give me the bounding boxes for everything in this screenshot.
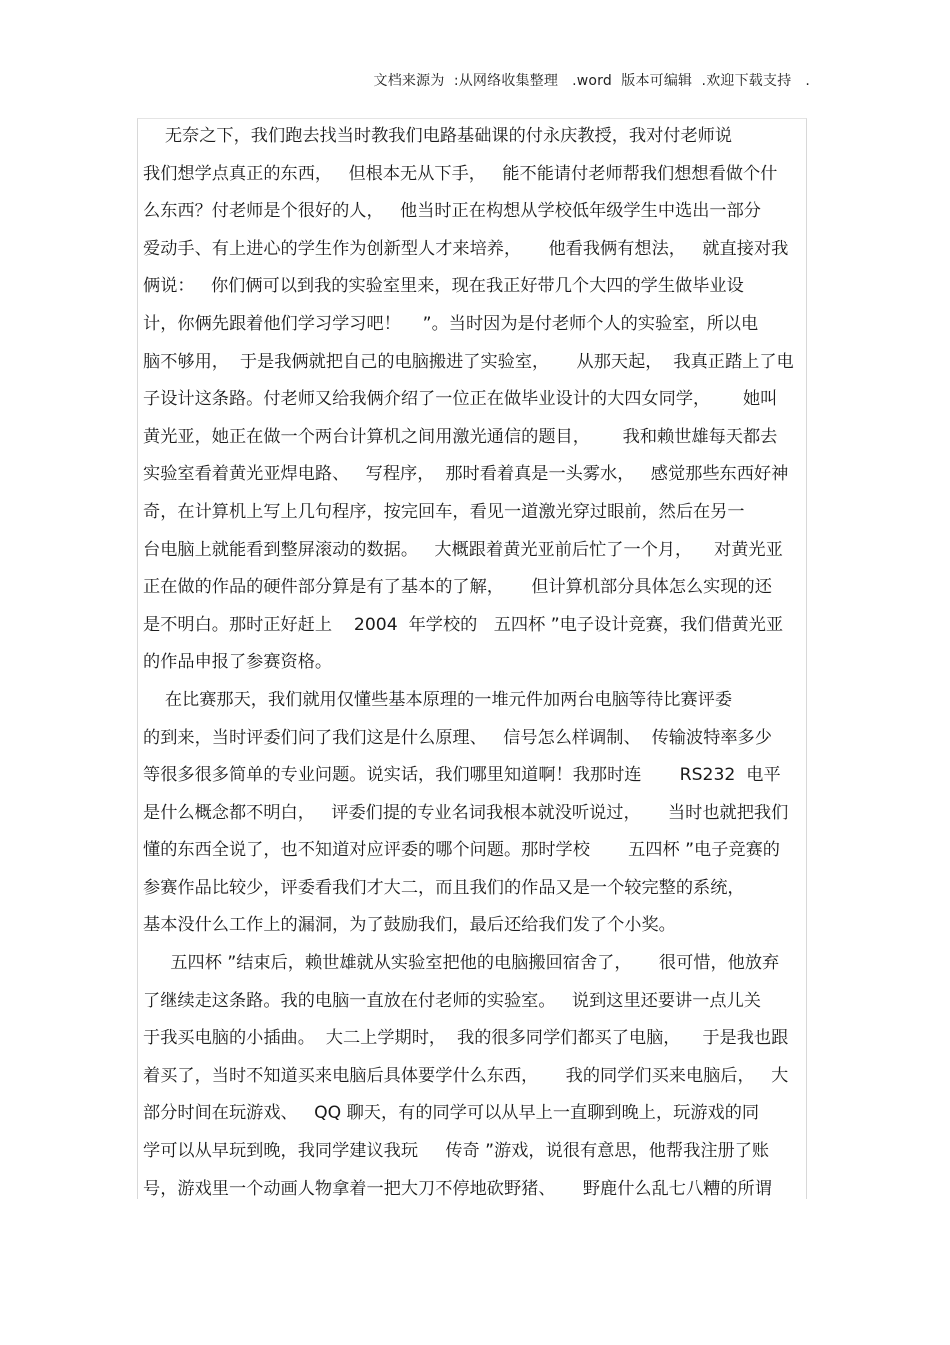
text-line: 脑不够用， 于是我俩就把自己的电脑搬进了实验室， 从那天起， 我真正踏上了电 xyxy=(143,351,794,372)
document-body xyxy=(143,118,809,1208)
text-line: 计，你俩先跟着他们学习学习吧！ ”。当时因为是付老师个人的实验室，所以电 xyxy=(143,313,759,334)
paragraph xyxy=(143,945,809,1208)
paragraph xyxy=(143,118,809,682)
text-line: 等很多很多简单的专业问题。说实话，我们哪里知道啊！我那时连 RS232 电平 xyxy=(143,765,781,786)
text-line: 无奈之下，我们跑去找当时教我们电路基础课的付永庆教授，我对付老师说 xyxy=(143,126,733,146)
text-line: 学可以从早玩到晚，我同学建议我玩 传奇 ”游戏，说很有意思，他帮我注册了账 xyxy=(143,1141,770,1162)
text-line: 正在做的作品的硬件部分算是有了基本的了解， 但计算机部分具体怎么实现的还 xyxy=(143,577,772,598)
text-line: 么东西？付老师是个很好的人， 他当时正在构想从学校低年级学生中选出一部分 xyxy=(143,201,761,222)
text-line: 子设计这条路。付老师又给我俩介绍了一位正在做毕业设计的大四女同学， 她叫 xyxy=(143,389,778,410)
text-line: 于我买电脑的小插曲。 大二上学期时， 我的很多同学们都买了电脑， 于是我也跟 xyxy=(143,1028,789,1049)
text-line: 基本没什么工作上的漏洞，为了鼓励我们，最后还给我们发了个小奖。 xyxy=(143,915,676,936)
text-line: 爱动手、有上进心的学生作为创新型人才来培养， 他看我俩有想法， 就直接对我 xyxy=(143,238,789,259)
text-line: 实验室看着黄光亚焊电路、 写程序， 那时看着真是一头雾水， 感觉那些东西好神 xyxy=(143,464,789,485)
text-line: 台电脑上就能看到整屏滚动的数据。 大概跟着黄光亚前后忙了一个月， 对黄光亚 xyxy=(143,539,783,560)
text-line: 黄光亚，她正在做一个两台计算机之间用激光通信的题目， 我和赖世雄每天都去 xyxy=(143,426,778,447)
text-line: 五四杯 ”结束后，赖世雄就从实验室把他的电脑搬回宿舍了， 很可惜，他放弃 xyxy=(143,953,780,974)
text-line: 了继续走这条路。我的电脑一直放在付老师的实验室。 说到这里还要讲一点儿关 xyxy=(143,990,761,1011)
text-line: 着买了，当时不知道买来电脑后具体要学什么东西， 我的同学们买来电脑后， 大 xyxy=(143,1065,789,1086)
text-line: 号，游戏里一个动画人物拿着一把大刀不停地砍野猪、 野鹿什么乱七八糟的所谓 xyxy=(143,1178,772,1199)
text-line: 的作品申报了参赛资格。 xyxy=(143,652,333,673)
text-line: 参赛作品比较少，评委看我们才大二，而且我们的作品又是一个较完整的系统， xyxy=(143,877,745,898)
text-line: 部分时间在玩游戏、 QQ 聊天，有的同学可以从早上一直聊到晚上，玩游戏的同 xyxy=(143,1103,760,1124)
text-line: 我们想学点真正的东西， 但根本无从下手， 能不能请付老师帮我们想想看做个什 xyxy=(143,163,778,184)
text-line: 俩说： 你们俩可以到我的实验室里来，现在我正好带几个大四的学生做毕业设 xyxy=(143,276,744,297)
text-line: 是不明白。那时正好赶上 2004 年学校的 五四杯 ”电子设计竞赛，我们借黄光亚 xyxy=(143,614,784,635)
text-line: 的到来，当时评委们问了我们这是什么原理、 信号怎么样调制、 传输波特率多少 xyxy=(143,727,772,748)
text-line: 奇，在计算机上写上几句程序，按完回车，看见一道激光穿过眼前，然后在另一 xyxy=(143,501,745,522)
paragraph xyxy=(143,682,809,945)
text-line: 在比赛那天，我们就用仅懂些基本原理的一堆元件加两台电脑等待比赛评委 xyxy=(143,689,733,710)
text-line: 懂的东西全说了，也不知道对应评委的哪个问题。那时学校 五四杯 ”电子竞赛的 xyxy=(143,840,780,861)
document-source-header: 文档来源为 :从网络收集整理 .word 版本可编辑 .欢迎下载支持 . xyxy=(373,73,810,89)
text-line: 是什么概念都不明白， 评委们提的专业名词我根本就没听说过， 当时也就把我们 xyxy=(143,802,789,823)
